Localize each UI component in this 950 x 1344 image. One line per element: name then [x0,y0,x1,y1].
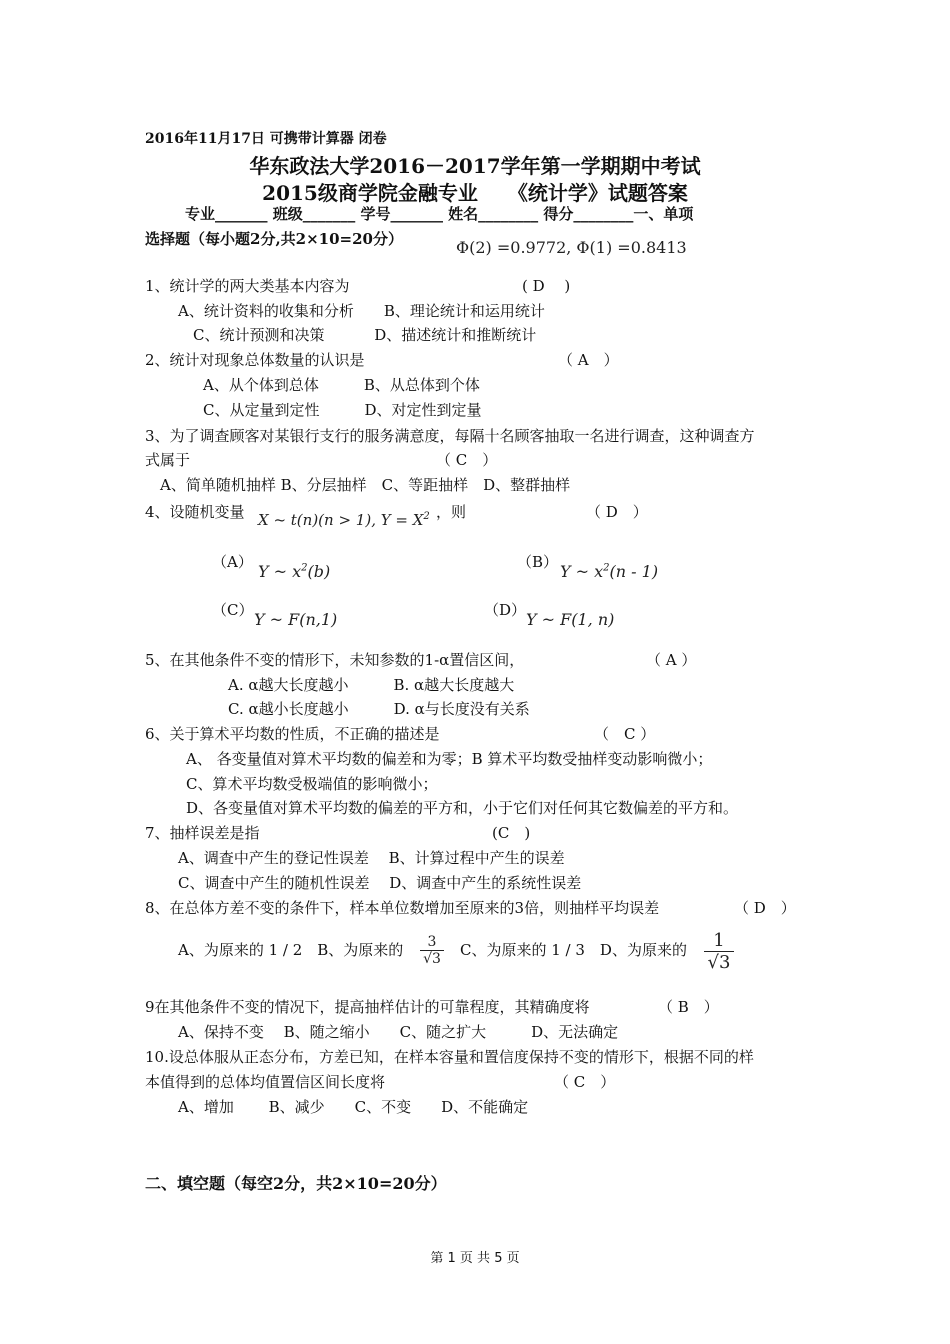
section2-title: 二、填空题（每空2分，共2×10=20分） [145,1174,447,1193]
q3-stem-line1: 3、为了调查顾客对某银行支行的服务满意度，每隔十名顾客抽取一名进行调查，这种调查方 [145,427,755,445]
q4-answer: （ D ） [586,503,648,521]
q1-options-ab: A、统计资料的收集和分析 B、理论统计和运用统计 [178,302,545,320]
q3-stem-line2: 式属于 [145,451,191,469]
q9-answer: （ B ） [658,998,719,1016]
q10-answer: （ C ） [554,1073,616,1091]
q1-options-cd: C、统计预测和决策 D、描述统计和推断统计 [193,326,537,344]
q8-option-d-fraction: $\frac{1}{√3}$ [704,930,734,973]
q3-answer: （ C ） [436,451,498,469]
q7-options-cd: C、调查中产生的随机性误差 D、调查中产生的系统性误差 [178,874,582,892]
section1-title: 选择题（每小题2分,共2×10=20分） [145,230,403,248]
q7-options-ab: A、调查中产生的登记性误差 B、计算过程中产生的误差 [178,849,565,867]
student-fields: 专业_______ 班级_______ 学号_______ 姓名________ 得分________一、单项 [185,205,694,223]
q4-option-b-label: （B） [517,553,559,571]
q6-options-ab: A、 各变量值对算术平均数的偏差和为零；B 算术平均数受抽样变动影响微小； [186,750,713,768]
q8-stem: 8、在总体方差不变的条件下，样本单位数增加至原来的3倍，则抽样平均误差 [145,899,660,917]
q4-option-d-formula: Y ~ F(1, n) [526,610,615,629]
phi-formula: Φ(2) =0.9772, Φ(1) =0.8413 [456,238,687,257]
q5-stem: 5、在其他条件不变的情形下，未知参数的1-α置信区间， [145,651,525,669]
exam-meta: 2016年11月17日 可携带计算器 闭卷 [145,131,387,147]
q9-options: A、保持不变 B、随之缩小 C、随之扩大 D、无法确定 [178,1023,619,1041]
q3-options: A、简单随机抽样 B、分层抽样 C、等距抽样 D、整群抽样 [160,476,571,494]
q1-answer: ( D ) [522,277,571,295]
q4-option-a-formula: Y ~ $x^2(b)$ [258,562,331,581]
q8-options-ab: A、为原来的 1 / 2 B、为原来的 [178,941,404,959]
q9-stem: 9在其他条件不变的情况下，提高抽样估计的可靠程度，其精确度将 [145,998,590,1016]
q4-option-d-label: （D） [484,601,527,619]
q5-options-ab: A. α越大长度越小 B. α越大长度越大 [228,676,515,694]
q2-options-cd: C、从定量到定性 D、对定性到定量 [203,401,482,419]
q8-options-cd: C、为原来的 1 / 3 D、为原来的 [460,941,687,959]
q2-answer: （ A ） [558,351,619,369]
q6-answer: （ C ） [594,725,656,743]
q8-answer: （ D ） [734,899,796,917]
q10-stem-line1: 10.设总体服从正态分布，方差已知，在样本容量和置信度保持不变的情形下，根据不同的样 [145,1048,754,1066]
q7-stem: 7、抽样误差是指 [145,824,260,842]
page-footer: 第 1 页 共 5 页 [430,1251,520,1266]
q4-option-a-label: （A） [212,553,253,571]
exam-subtitle: 2015级商学院金融专业 《统计学》试题答案 [262,181,688,205]
q2-options-ab: A、从个体到总体 B、从总体到个体 [203,376,480,394]
q4-formula: X ~ t(n)(n > 1), $Y = X^2$ [258,511,430,529]
q6-option-c: C、算术平均数受极端值的影响微小； [186,775,438,793]
q4-option-b-formula: Y ~ $x^2(n - 1)$ [560,562,659,581]
q2-stem: 2、统计对现象总体数量的认识是 [145,351,365,369]
q10-options: A、增加 B、减少 C、不变 D、不能确定 [178,1098,529,1116]
q4-option-c-label: （C） [212,601,254,619]
q8-option-b-fraction: $\frac{3}{√3}$ [420,934,444,967]
q7-answer: (C ) [492,824,531,842]
q6-option-d: D、各变量值对算术平均数的偏差的平方和，小于它们对任何其它数偏差的平方和。 [186,799,739,817]
q10-stem-line2: 本值得到的总体均值置信区间长度将 [145,1073,386,1091]
q5-answer: （ A ） [646,651,697,669]
exam-title: 华东政法大学2016－2017学年第一学期期中考试 [249,154,701,178]
q6-stem: 6、关于算术平均数的性质，不正确的描述是 [145,725,440,743]
q4-stem: 4、设随机变量 [145,503,245,521]
q1-stem: 1、统计学的两大类基本内容为 [145,277,350,295]
q5-options-cd: C. α越小长度越小 D. α与长度没有关系 [228,700,530,718]
q4-then: ，则 [436,503,467,521]
q4-option-c-formula: Y ~ F(n,1) [254,610,338,629]
